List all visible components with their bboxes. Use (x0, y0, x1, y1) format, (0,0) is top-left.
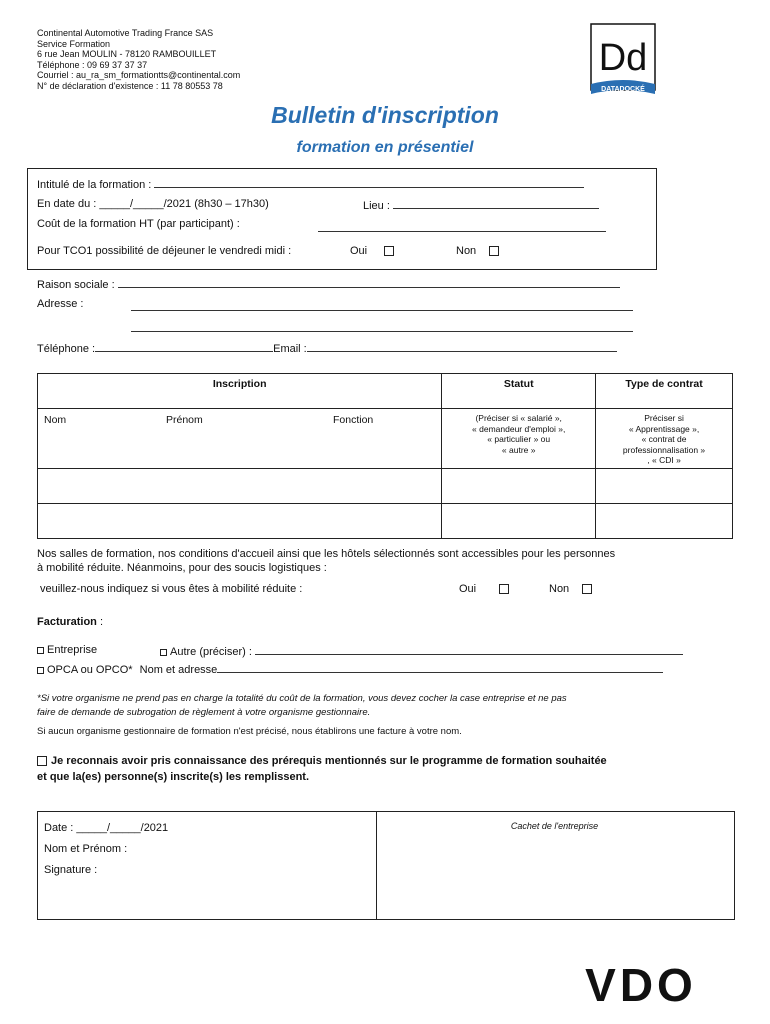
acknowledge-line-2-row: et que la(es) personne(s) inscrite(s) les remplissent. (37, 771, 310, 783)
intitule-field[interactable] (154, 177, 584, 188)
facturation-note-3: Si aucun organisme gestionnaire de formation n'est précisé, nous établirons une facture à votre nom. (37, 726, 462, 737)
header-statut: Statut (442, 374, 596, 409)
nom-adresse-field[interactable] (217, 662, 663, 673)
tco1-non-option[interactable] (456, 245, 499, 257)
cachet-label: Cachet de l'entreprise (510, 821, 599, 831)
cout-field[interactable] (318, 221, 606, 232)
table-row (38, 504, 733, 539)
table-header-row (38, 374, 733, 409)
form-subtitle: formation en présentiel (296, 139, 474, 156)
table-row (38, 469, 733, 504)
acknowledge-line-1-row (37, 755, 607, 767)
lieu-label: Lieu : (363, 200, 390, 212)
vdo-logo (558, 963, 724, 1005)
autre-checkbox[interactable] (160, 649, 167, 656)
statut-cell[interactable] (442, 469, 596, 504)
contrat-hint-line: Préciser si (644, 413, 684, 423)
facturation-note-1: *Si votre organisme ne prend pas en charge la totalité du coût de la formation, vous devez cocher la case entreprise et ne pas (37, 693, 567, 704)
telephone-label: Téléphone : (37, 343, 96, 355)
facturation-heading (37, 616, 103, 628)
contrat-hint-line: « contrat de (641, 434, 687, 444)
facturation-title: Facturation (37, 616, 97, 628)
company-name: Continental Automotive Trading France SAS (37, 28, 214, 38)
logo-letters: Dd (598, 37, 648, 79)
statut-hint-line: (Préciser si « salarié », (475, 413, 562, 423)
inscription-cell[interactable] (38, 504, 442, 539)
opca-checkbox[interactable] (37, 667, 44, 674)
mobility-oui-option[interactable] (459, 583, 509, 595)
inscription-cell[interactable] (38, 469, 442, 504)
contrat-hint-line: « Apprentissage », (628, 423, 700, 434)
col-fonction: Fonction (333, 414, 374, 426)
entreprise-checkbox[interactable] (37, 647, 44, 654)
raison-row (37, 277, 620, 291)
service-name: Service Formation (37, 38, 111, 49)
contrat-cell[interactable] (596, 504, 733, 539)
header-inscription: Inscription (38, 374, 442, 409)
facturation-note-2: faire de demande de subrogation de règlement à votre organisme gestionnaire. (37, 707, 371, 718)
mobility-question: veuillez-nous indiquez si vous êtes à mobilité réduite : (40, 583, 303, 595)
vdo-logo-text: VDO (585, 963, 697, 1005)
autre-label: Autre (préciser) : (170, 646, 252, 658)
opca-label: OPCA ou OPCO* (47, 664, 133, 676)
raison-label: Raison sociale : (37, 279, 115, 291)
adresse-field-1[interactable] (131, 300, 633, 311)
intitule-row (37, 177, 584, 191)
mobility-non-option[interactable] (549, 583, 592, 595)
sender-address-block (37, 28, 240, 92)
table-subheader-row (38, 409, 733, 469)
opca-option[interactable] (37, 662, 663, 676)
facturation-colon: : (96, 616, 104, 628)
telephone-row (37, 341, 617, 355)
raison-field[interactable] (118, 277, 620, 288)
mobility-oui-checkbox[interactable] (499, 584, 509, 594)
phone-line: Téléphone : 09 69 37 37 37 (37, 59, 148, 70)
datadocke-logo (587, 22, 659, 102)
declaration-line: N° de déclaration d'existence : 11 78 80553 78 (37, 80, 223, 91)
statut-hint-line: « particulier » ou (487, 434, 551, 444)
accessibility-line-2: à mobilité réduite. Néanmoins, pour des soucis logistiques : (37, 562, 327, 574)
statut-cell[interactable] (442, 504, 596, 539)
col-prenom: Prénom (166, 414, 203, 426)
nom-adresse-label: Nom et adresse (139, 664, 218, 676)
email-label: Email : (273, 343, 307, 355)
tco1-oui-option[interactable] (350, 245, 394, 257)
logo-ribbon-text: DATADOCKÉ (601, 86, 645, 93)
contrat-hint-line: professionnalisation » (622, 444, 706, 455)
entreprise-label: Entreprise (47, 644, 98, 656)
tco1-non-label: Non (456, 245, 477, 257)
statut-hint-line: « autre » (501, 444, 536, 455)
statut-hint-line: « demandeur d'emploi », (472, 423, 566, 434)
inscription-table (37, 373, 733, 539)
intitule-label: Intitulé de la formation : (37, 179, 152, 191)
cout-label: Coût de la formation HT (par participant) : (37, 218, 240, 230)
col-nom: Nom (44, 414, 67, 426)
contrat-hint-line: , « CDI » (647, 455, 681, 465)
signature-date[interactable]: Date : _____/_____/2021 (44, 822, 169, 834)
tco1-oui-label: Oui (350, 245, 368, 257)
tco1-label: Pour TCO1 possibilité de déjeuner le vendredi midi : (37, 245, 292, 257)
autre-field[interactable] (255, 644, 683, 655)
accessibility-line-1: Nos salles de formation, nos conditions d'accueil ainsi que les hôtels sélectionnés sont accessibles pour les personnes (37, 548, 616, 560)
entreprise-option[interactable] (37, 644, 97, 656)
email-line: Courriel : au_ra_sm_formationtts@continental.com (37, 70, 241, 81)
form-title: Bulletin d'inscription (271, 102, 499, 128)
statut-hint (442, 409, 596, 469)
signature-signature[interactable]: Signature : (44, 864, 98, 876)
tco1-non-checkbox[interactable] (489, 246, 499, 256)
lieu-field[interactable] (393, 198, 599, 209)
street-address: 6 rue Jean MOULIN - 78120 RAMBOUILLET (37, 49, 217, 60)
contrat-hint (596, 409, 733, 469)
email-field[interactable] (307, 341, 617, 352)
subheader-inscription-cell (38, 409, 442, 469)
signature-nom[interactable]: Nom et Prénom : (44, 843, 128, 855)
adresse-label: Adresse : (37, 298, 84, 310)
mobility-non-label: Non (549, 583, 570, 595)
adresse-field-2[interactable] (131, 321, 633, 332)
header-type-contrat: Type de contrat (596, 374, 733, 409)
autre-option[interactable] (160, 644, 683, 658)
acknowledge-checkbox[interactable] (37, 756, 47, 766)
contrat-cell[interactable] (596, 469, 733, 504)
acknowledge-line-2: et que la(es) personne(s) inscrite(s) les remplissent (37, 771, 306, 783)
telephone-field[interactable] (95, 341, 273, 352)
mobility-non-checkbox[interactable] (582, 584, 592, 594)
date-label[interactable]: En date du : _____/_____/2021 (8h30 – 17h30) (37, 198, 269, 210)
mobility-oui-label: Oui (459, 583, 477, 595)
acknowledge-line-1: Je reconnais avoir pris connaissance des prérequis mentionnés sur le programme de formation souhaitée (51, 755, 607, 767)
tco1-oui-checkbox[interactable] (384, 246, 394, 256)
lieu-row (363, 198, 599, 212)
